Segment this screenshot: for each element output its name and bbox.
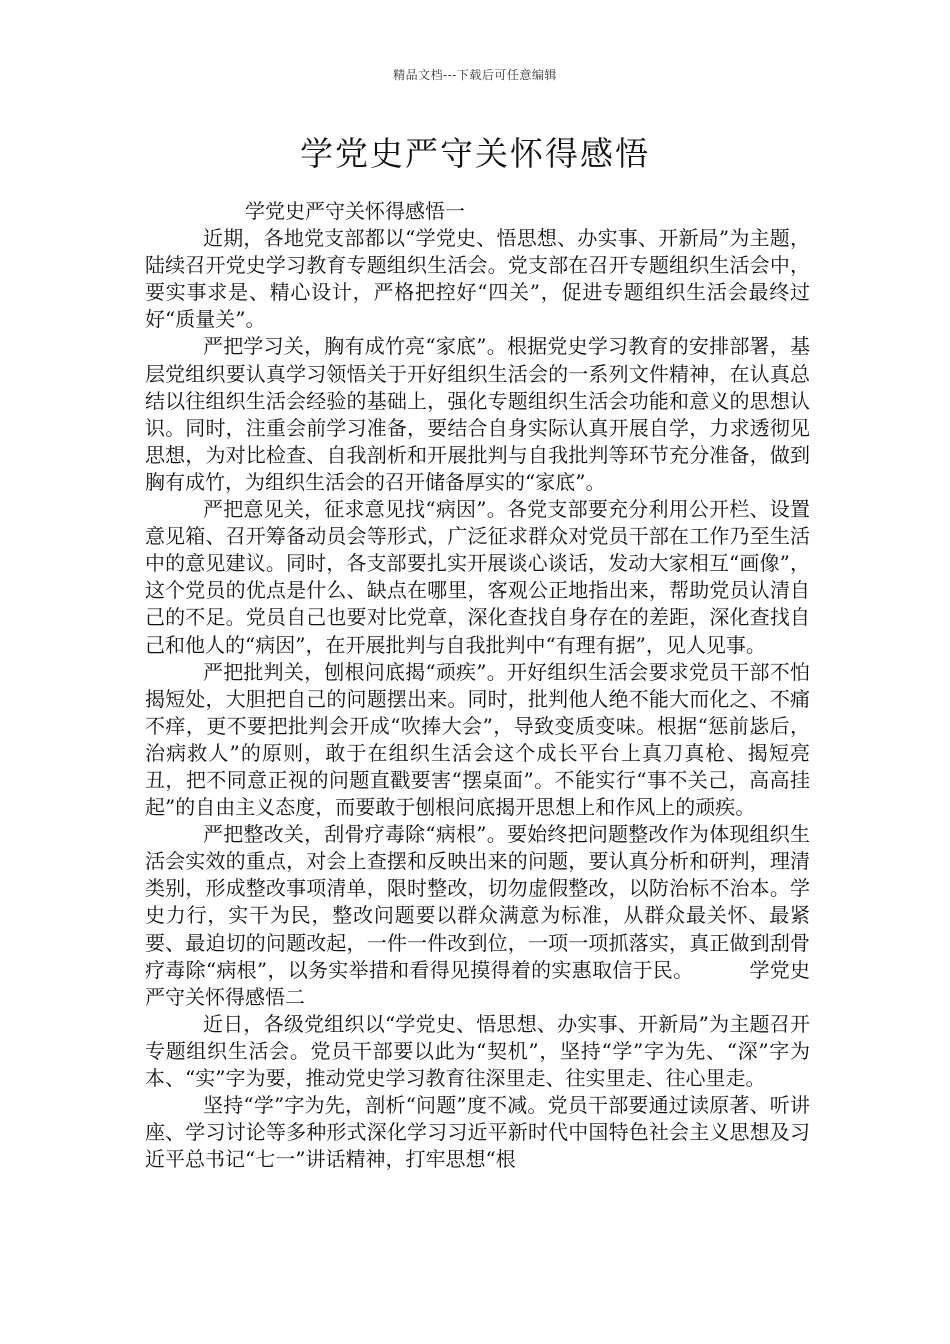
paragraph-section2-learning: 坚持“学”字为先，剖析“问题”度不减。党员干部要通过读原著、听讲座、学习讨论等多种形式深化学习习近平新时代中国特色社会主义思想及习近平总书记“七一”讲话精神，打牢思想“根 (145, 1093, 810, 1172)
paragraph-rectification-text: 严把整改关，刮骨疗毒除“病根”。要始终把问题整改作为体现组织生活会实效的重点，对会上查摆和反映出来的问题，要认真分析和研判，理清类别，形成整改事项清单，限时整改，切勿虚假整改，以防治标不治本。学史力行，实干为民，整改问题要以群众满意为标准，从群众最关怀、最紧要、最迫切的问题改起，一件一件改到位，一项一项抓落实，真正做到刮骨疗毒除“病根”，以务实举措和看得见摸得着的实惠取信于民。 (145, 822, 810, 982)
header-note: 精品文档---下载后可任意编辑 (393, 68, 557, 82)
paragraph-opinions: 严把意见关，征求意见找“病因”。各党支部要充分利用公开栏、设置意见箱、召开筹备动员会等形式，广泛征求群众对党员干部在工作乃至生活中的意见建议。同时，各支部要扎实开展谈心谈话，发动大家相互“画像”，这个党员的优点是什么、缺点在哪里，客观公正地指出来，帮助党员认清自己的不足。党员自己也要对比党章，深化查找自身存在的差距，深化查找自己和他人的“病因”，在开展批判与自我批判中“有理有据”，见人见事。 (145, 497, 810, 657)
paragraph-section2-intro: 近日，各级党组织以“学党史、悟思想、办实事、开新局”为主题召开专题组织生活会。党员干部要以此为“契机”，坚持“学”字为先、“深”字为本、“实”字为要，推动党史学习教育往深里走、往实里走、往心里走。 (145, 1011, 810, 1090)
section-heading-1: 学党史严守关怀得感悟一 (245, 199, 465, 223)
paragraph-rectification (145, 821, 810, 1011)
document-title: 学党史严守关怀得感悟 (300, 134, 650, 173)
paragraph-intro: 近期，各地党支部都以“学党史、悟思想、办实事、开新局”为主题，陆续召开党史学习教育专题组织生活会。党支部在召开专题组织生活会中，要实事求是、精心设计，严格把控好“四关”，促进专题组织生活会最终过好“质量关”。 (145, 226, 810, 332)
paragraph-study: 严把学习关，胸有成竹亮“家底”。根据党史学习教育的安排部署，基层党组织要认真学习领悟关于开好组织生活会的一系列文件精神，在认真总结以往组织生活会经验的基础上，强化专题组织生活会功能和意义的思想认识。同时，注重会前学习准备，要结合自身实际认真开展自学，力求透彻见思想，为对比检查、自我剖析和开展批判与自我批判等环节充分准备，做到胸有成竹，为组织生活会的召开储备厚实的“家底”。 (145, 334, 810, 494)
section-heading-2: 学党史严守关怀得感悟二 (145, 957, 811, 1009)
document-body (145, 198, 810, 1173)
paragraph-criticism: 严把批判关，刨根问底揭“顽疾”。开好组织生活会要求党员干部不怕揭短处，大胆把自己的问题摆出来。同时，批判他人绝不能大而化之、不痛不痒，更不要把批判会开成“吹捧大会”，导致变质变味。根据“惩前毖后，治病救人”的原则，敢于在组织生活会这个成长平台上真刀真枪、揭短亮丑，把不同意正视的问题直戳要害“摆桌面”。不能实行“事不关己，高高挂起”的自由主义态度，而要敢于刨根问底揭开思想上和作风上的顽疾。 (145, 659, 810, 820)
